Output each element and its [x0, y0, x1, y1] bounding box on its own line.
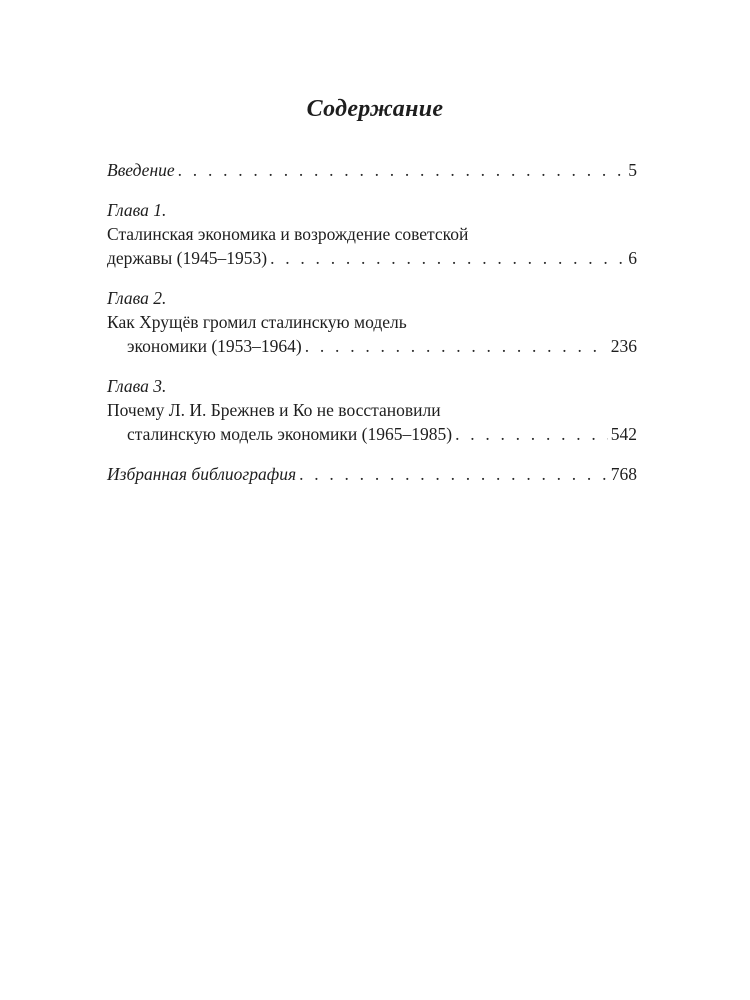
- toc-entry-bibliography[interactable]: [107, 462, 637, 486]
- toc-entry-label: Избранная библиография: [107, 464, 297, 484]
- chapter-label: Глава 3.: [107, 376, 167, 396]
- toc-line: [107, 158, 637, 182]
- chapter-label: Глава 1.: [107, 200, 167, 220]
- table-of-contents: [107, 158, 637, 502]
- page-number: 542: [610, 424, 637, 444]
- chapter-title-line-1: Почему Л. И. Брежнев и Ко не восстановили: [107, 400, 441, 420]
- page-number: 6: [628, 248, 637, 268]
- toc-entry-chapter-2[interactable]: [107, 286, 637, 358]
- dot-leader: [178, 158, 626, 182]
- toc-entry-chapter-3[interactable]: [107, 374, 637, 446]
- dot-leader: [305, 334, 608, 358]
- toc-entry-label: Введение: [107, 160, 175, 180]
- toc-line: [107, 334, 637, 358]
- chapter-title-line-1: Как Хрущёв громил сталинскую модель: [107, 312, 407, 332]
- chapter-title-line-2: державы (1945–1953): [107, 248, 268, 268]
- page-number: 5: [628, 160, 637, 180]
- toc-line: [107, 246, 637, 270]
- toc-entry-chapter-1[interactable]: [107, 198, 637, 270]
- toc-line: [107, 462, 637, 486]
- page-title: Содержание: [306, 96, 444, 122]
- chapter-label: Глава 2.: [107, 288, 167, 308]
- chapter-title-line-2: сталинскую модель экономики (1965–1985): [127, 424, 453, 444]
- chapter-title-line-2: экономики (1953–1964): [127, 336, 302, 356]
- dot-leader: [270, 246, 625, 270]
- toc-line: [107, 422, 637, 446]
- chapter-title-line-1: Сталинская экономика и возрождение советской: [107, 224, 469, 244]
- dot-leader: [455, 422, 608, 446]
- dot-leader: [299, 462, 608, 486]
- page-number: 236: [610, 336, 637, 356]
- toc-entry-intro[interactable]: [107, 158, 637, 182]
- page-number: 768: [610, 464, 637, 484]
